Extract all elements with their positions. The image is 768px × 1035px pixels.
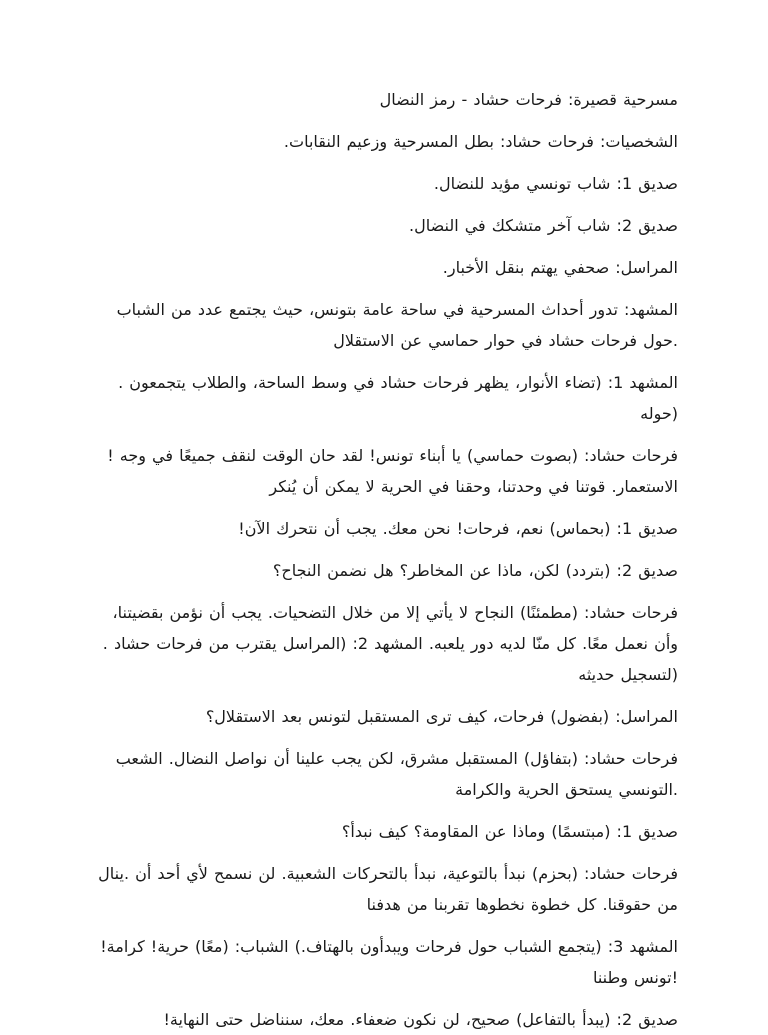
character-friend-1: .صديق 1: شاب تونسي مؤيد للنضال bbox=[433, 174, 678, 193]
character-reporter: .المراسل: صحفي يهتم بنقل الأخبار bbox=[442, 258, 678, 277]
friend-1-line-1: !صديق 1: (بحماس) نعم، فرحات! نحن معك. يجب أن نتحرك الآن bbox=[238, 519, 678, 538]
hached-line-3: فرحات حشاد: (بتفاؤل) المستقبل مشرق، لكن يجب علينا أن نواصل النضال. الشعب .التونسي يستحق الحرية والكرامة bbox=[115, 749, 678, 799]
scene-3-direction: !المشهد 3: (يتجمع الشباب حول فرحات ويبدأون بالهتاف.) الشباب: (معًا) حرية! كرامة !تونس وطننا bbox=[100, 937, 678, 987]
characters-intro: .الشخصيات: فرحات حشاد: بطل المسرحية وزعيم النقابات bbox=[283, 132, 678, 151]
play-title: مسرحية قصيرة: فرحات حشاد - رمز النضال bbox=[379, 90, 678, 109]
friend-2-line-1: صديق 2: (بتردد) لكن، ماذا عن المخاطر؟ هل نضمن النجاح؟ bbox=[272, 561, 678, 580]
friend-2-line-2: !صديق 2: (يبدأ بالتفاعل) صحيح، لن نكون ضعفاء. معك، سنناضل حتى النهاية bbox=[163, 1010, 678, 1029]
hached-line-1: فرحات حشاد: (بصوت حماسي) يا أبناء تونس! لقد حان الوقت لنقف جميعًا في وجه !الاستعمار. قوتنا في وحدتنا، وحقنا في الحرية لا يمكن أن يُنكر bbox=[107, 446, 678, 496]
reporter-line-1: المراسل: (بفضول) فرحات، كيف ترى المستقبل لتونس بعد الاستقلال؟ bbox=[205, 707, 678, 726]
scene-1-direction: المشهد 1: (تضاء الأنوار، يظهر فرحات حشاد في وسط الساحة، والطلاب يتجمعون .(حوله bbox=[118, 373, 678, 423]
character-friend-2: .صديق 2: شاب آخر متشكك في النضال bbox=[409, 216, 678, 235]
scene-setting: المشهد: تدور أحداث المسرحية في ساحة عامة بتونس، حيث يجتمع عدد من الشباب .حول فرحات حشاد في حوار حماسي عن الاستقلال bbox=[116, 300, 678, 350]
friend-1-line-2: صديق 1: (مبتسمًا) وماذا عن المقاومة؟ كيف نبدأ؟ bbox=[341, 822, 678, 841]
hached-line-4: فرحات حشاد: (بحزم) نبدأ بالتوعية، نبدأ بالتحركات الشعبية. لن نسمح لأي أحد أن .ينال من حقوقنا. كل خطوة نخطوها تقربنا من هدفنا bbox=[98, 864, 678, 914]
hached-line-2: ،فرحات حشاد: (مطمئنًا) النجاح لا يأتي إلا من خلال التضحيات. يجب أن نؤمن بقضيتنا وأن نعمل معًا. كل منّا لديه دور يلعبه. المشهد 2: (المراسل يقترب من فرحات حشاد .(لتسجيل حديثه bbox=[102, 603, 678, 684]
